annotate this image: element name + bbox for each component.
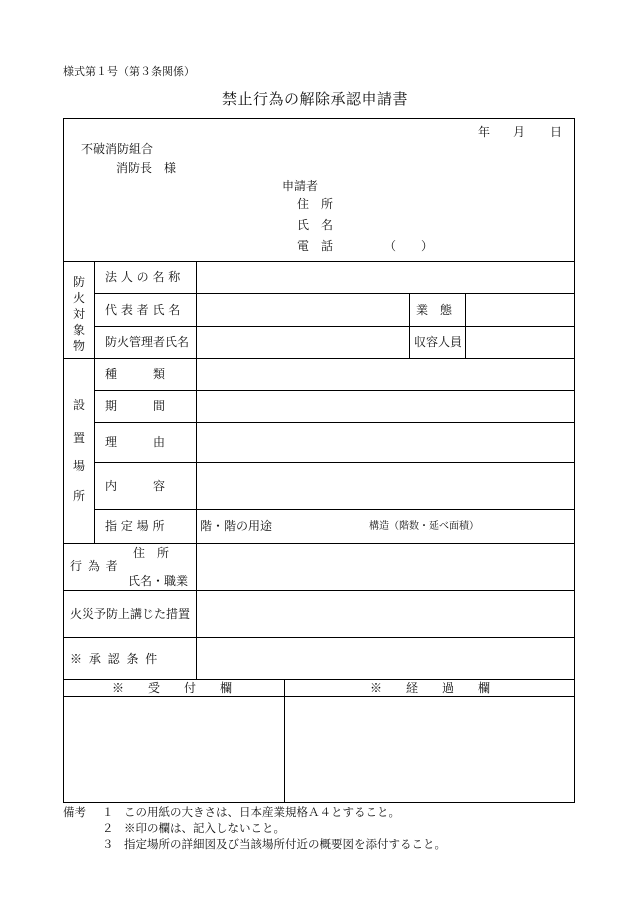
rule (196, 261, 197, 679)
fire-protection-label-1: 防 (73, 275, 86, 289)
corp-name-label: 法 人 の 名 称 (105, 270, 181, 284)
installation-label-2: 置 (73, 431, 86, 445)
structure-label: 構造（階数・延べ面積） (369, 521, 479, 532)
measures-label: 火災予防上講じた措置 (70, 607, 191, 621)
rule (284, 679, 285, 802)
designated-place-label: 指 定 場 所 (105, 519, 165, 533)
business-type-label: 業 態 (416, 303, 453, 317)
note-number: ２ (102, 821, 114, 835)
year-label: 年 (478, 125, 491, 139)
fire-protection-label-3: 対 (73, 307, 86, 321)
applicant-name-field[interactable] (354, 216, 554, 234)
note-number: １ (102, 805, 114, 819)
phone-paren-close: ） (421, 239, 434, 253)
applicant-name-label: 氏 名 (297, 218, 334, 232)
approval-conditions-label: ※ 承 認 条 件 (70, 652, 159, 666)
month-label: 月 (513, 125, 526, 139)
progress-label: ※ 経 過 欄 (370, 681, 491, 695)
rule (64, 696, 574, 697)
note-text: 指定場所の詳細図及び当該場所付近の概要図を添付すること。 (124, 837, 446, 851)
rule (64, 358, 574, 359)
corp-name-field[interactable] (198, 263, 572, 292)
actor-label: 行 為 者 (70, 559, 119, 573)
rule (94, 462, 574, 463)
representative-label: 代 表 者 氏 名 (105, 303, 181, 317)
rule (64, 590, 574, 591)
rule (465, 293, 466, 358)
rule (409, 293, 410, 358)
installation-label-3: 場 (73, 459, 86, 473)
installation-label-4: 所 (73, 489, 86, 503)
business-type-field[interactable] (467, 295, 572, 324)
fire-protection-label-4: 象 (73, 323, 86, 337)
rule (94, 422, 574, 423)
reception-label: ※ 受 付 欄 (112, 681, 233, 695)
fire-protection-label-5: 物 (73, 339, 86, 353)
representative-field[interactable] (198, 295, 407, 324)
measures-field[interactable] (198, 592, 572, 636)
applicant-phone-label: 電 話 (297, 239, 334, 253)
reason-label: 理 由 (105, 435, 166, 449)
approval-conditions-field[interactable] (198, 639, 572, 678)
phone-paren-open: （ (384, 239, 397, 253)
rule (94, 261, 95, 543)
type-label: 種 類 (105, 367, 166, 381)
rule (94, 326, 574, 327)
notes-heading: 備考 (63, 805, 86, 819)
floor-use-label: 階・階の用途 (200, 519, 273, 533)
application-form (63, 118, 575, 803)
rule (94, 293, 574, 294)
applicant-address-field[interactable] (354, 195, 554, 213)
content-label: 内 容 (105, 479, 166, 493)
rule (64, 637, 574, 638)
note-text: ※印の欄は、記入しないこと。 (124, 821, 285, 835)
rule (64, 543, 574, 544)
actor-field[interactable] (198, 545, 572, 589)
rule (94, 390, 574, 391)
period-label: 期 間 (105, 399, 166, 413)
installation-label-1: 設 (73, 398, 86, 412)
note-number: ３ (102, 837, 114, 851)
fire-manager-label: 防火管理者氏名 (105, 335, 190, 349)
fire-protection-label-2: 火 (73, 291, 86, 305)
actor-address-label: 住 所 (133, 546, 170, 560)
actor-name-occupation-label: 氏名・職業 (128, 574, 189, 588)
capacity-field[interactable] (467, 328, 572, 356)
reception-field[interactable] (66, 698, 282, 800)
rule (64, 261, 574, 262)
rule (94, 509, 574, 510)
capacity-label: 収容人員 (414, 335, 463, 349)
note-text: この用紙の大きさは、日本産業規格Ａ４とすること。 (124, 805, 400, 819)
addressee-org: 不破消防組合 (81, 142, 154, 156)
form-title: 禁止行為の解除承認申請書 (221, 90, 408, 108)
day-label: 日 (550, 125, 563, 139)
rule (64, 679, 574, 680)
addressee-name: 消防長 様 (116, 161, 177, 175)
period-field[interactable] (198, 392, 572, 421)
applicant-label: 申請者 (282, 179, 319, 193)
content-field[interactable] (198, 464, 572, 508)
progress-field[interactable] (286, 698, 572, 800)
applicant-phone-field[interactable] (354, 237, 554, 255)
applicant-address-label: 住 所 (297, 197, 334, 211)
reason-field[interactable] (198, 424, 572, 461)
type-field[interactable] (198, 360, 572, 389)
fire-manager-field[interactable] (198, 328, 407, 356)
form-number: 様式第１号（第３条関係） (63, 65, 195, 78)
